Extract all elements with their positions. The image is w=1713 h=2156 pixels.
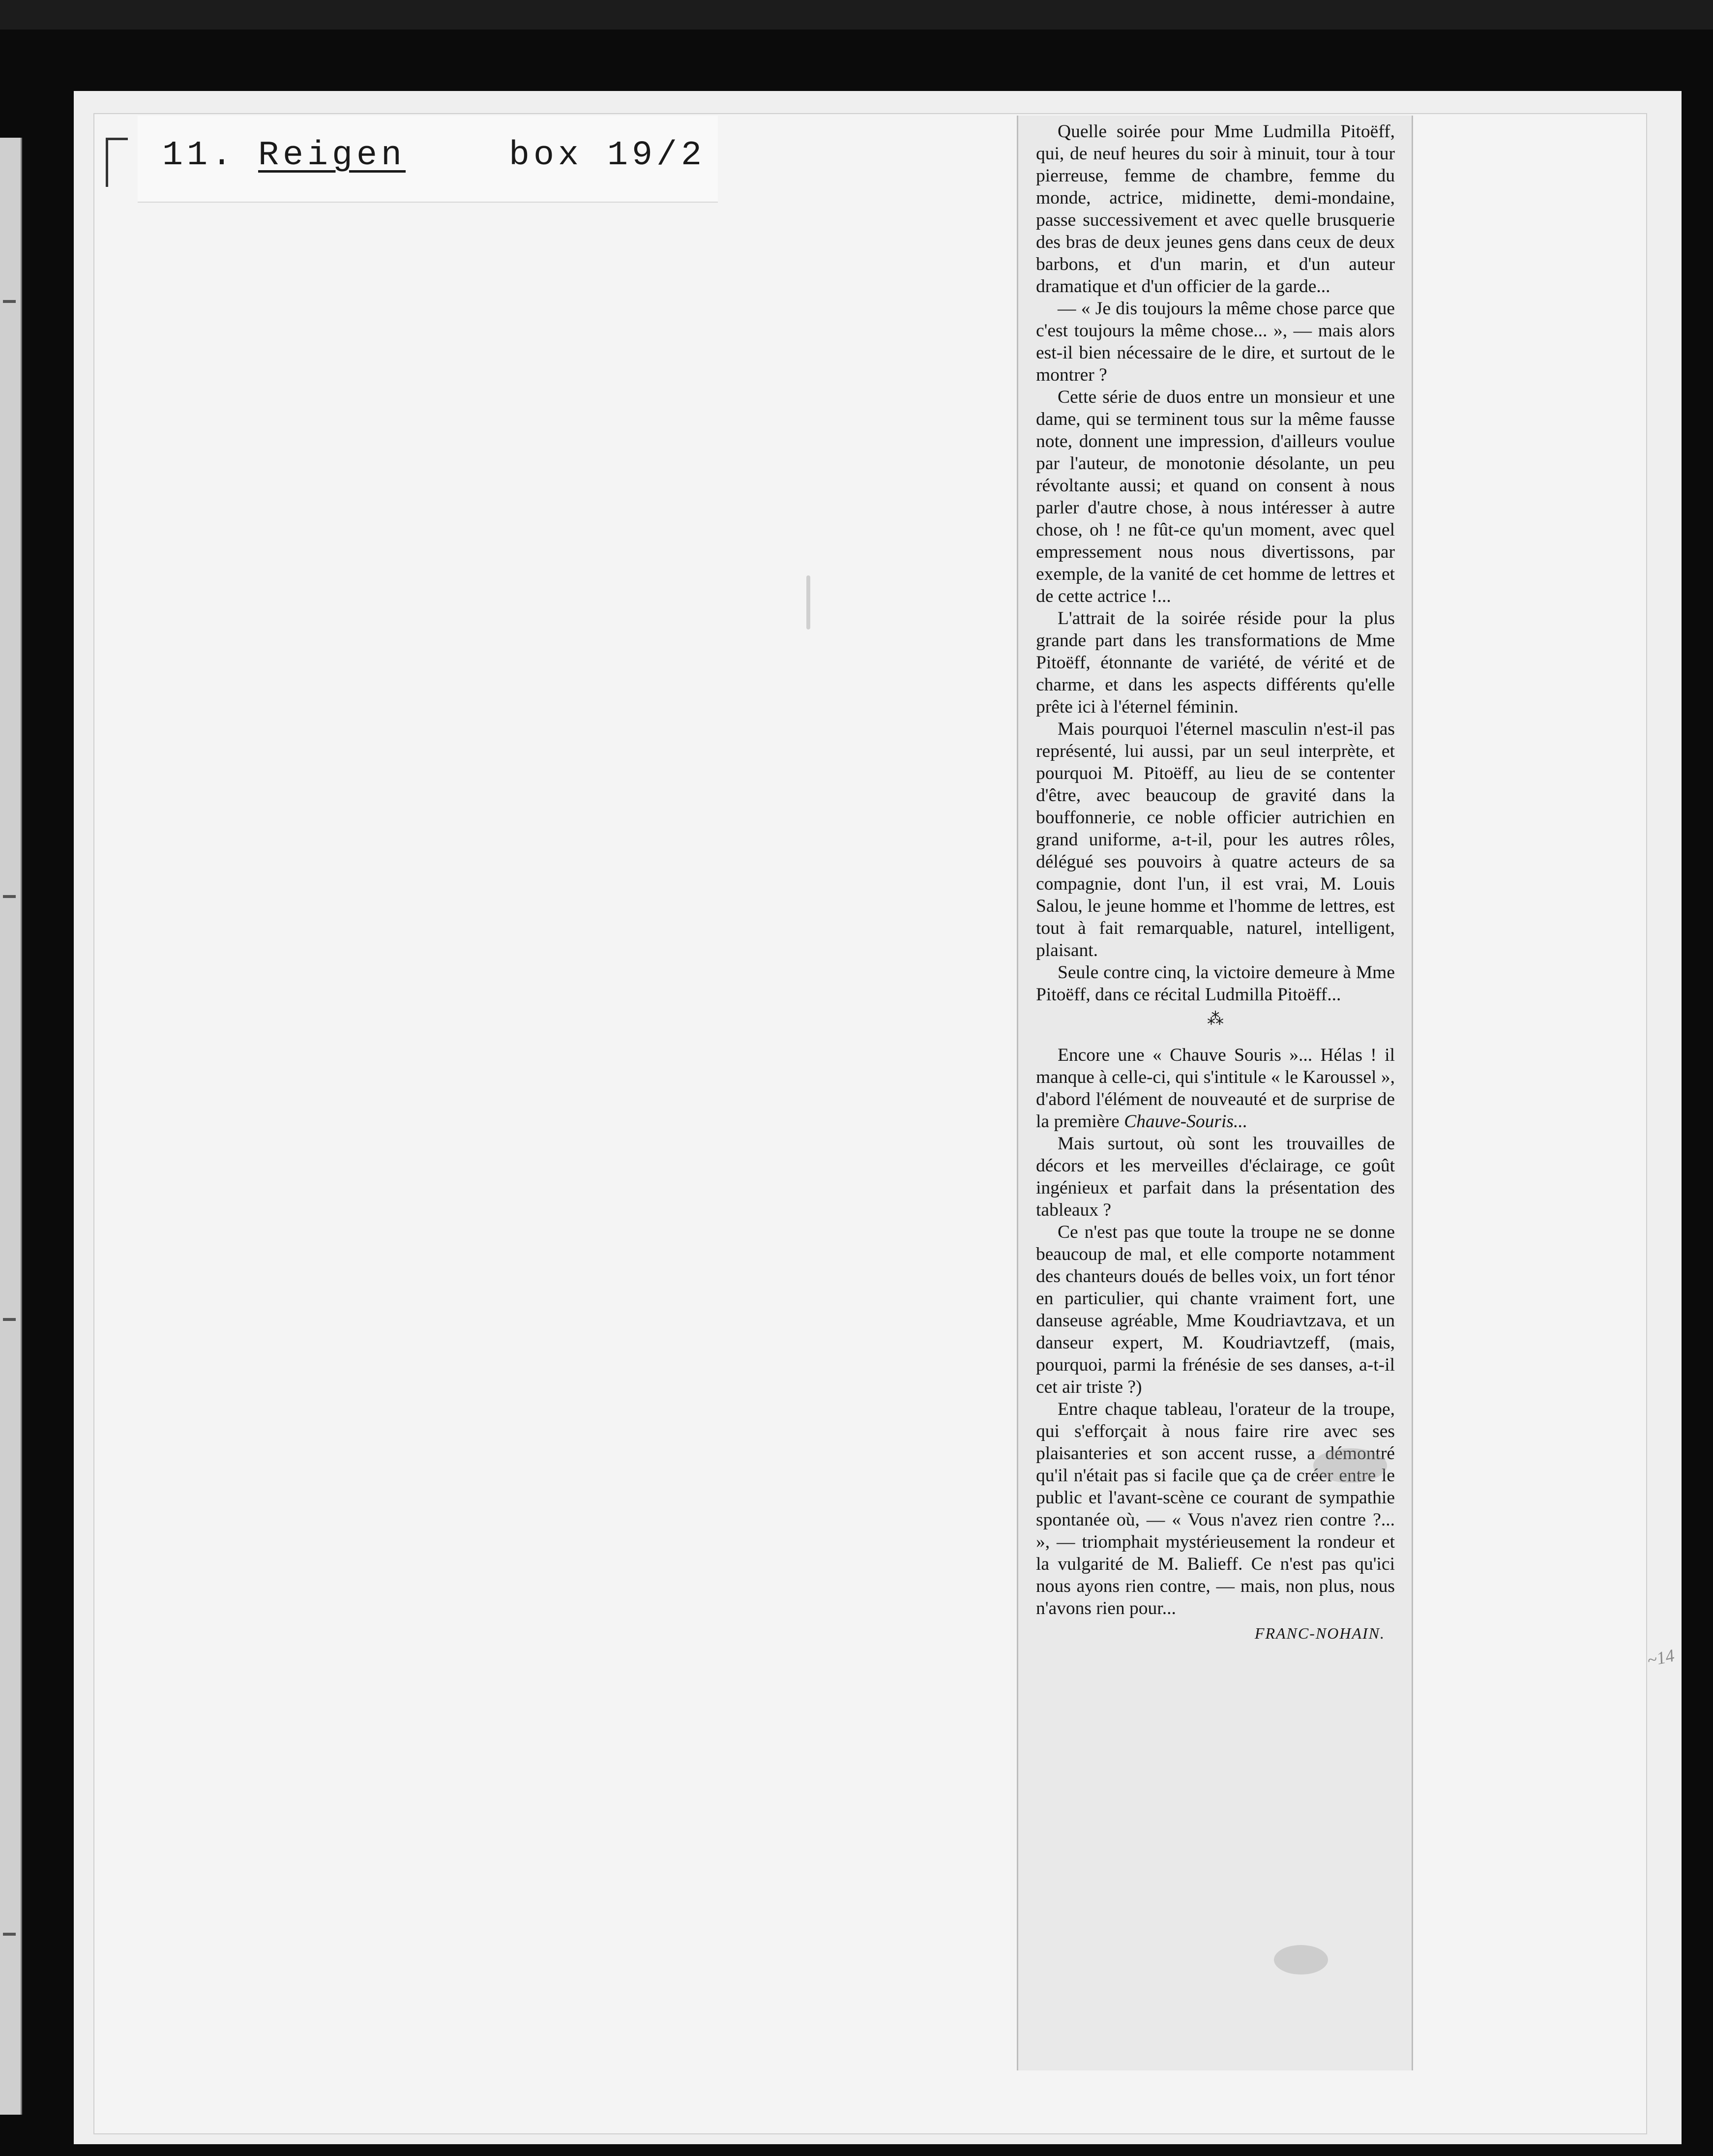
label-box: box 19/2 [509,136,706,175]
article-paragraph: Ce n'est pas que toute la troupe ne se donne beaucoup de mal, et elle comporte notamment des chanteurs doués de belles voix, un fort ténor en particulier, qui chante vraiment fort, une danseuse agréable, Mme Koudriavtzava, et un danseur expert, M. Koudriavtzeff, (mais, pourquoi, parmi la frénésie de ses danses, a-t-il cet air triste ?) [1036,1222,1395,1397]
margin-annotation-mark: ~14 [1645,1645,1677,1671]
typed-label [138,116,718,202]
article-paragraph: Cette série de duos entre un monsieur et une dame, qui se terminent tous sur la même fausse note, donnent une impression, d'ailleurs voulue par l'auteur, de monotonie désolante, un peu révoltante aussi; et quand on consent à nous parler d'autre chose, à nous intéresser à autre chose, oh ! ne fût-ce qu'un moment, avec quel empressement nous nous divertissons, par exemple, de la vanité de cet homme de lettres et de cette actrice !... [1036,387,1395,606]
article-paragraph: Quelle soirée pour Mme Ludmilla Pitoëff, qui, de neuf heures du soir à minuit, tour à tour pierreuse, femme de chambre, femme du monde, actrice, midinette, demi-mondaine, passe successivement et avec quelle brusquerie des bras de deux jeunes gens dans ceux de deux barbons, et d'un marin, et d'un auteur dramatique et d'un officier de la garde... [1036,121,1395,297]
article-text: Encore une « Chauve Souris »... Hélas ! il manque à celle-ci, qui s'intitule « le Karoussel », d'abord l'élément de nouveauté et de surprise de la première [1036,1045,1395,1132]
article-paragraph: Mais surtout, où sont les trouvailles de décors et les merveilles d'éclairage, ce goût ingénieux et parfait dans la présentation des tableaux ? [1036,1134,1395,1220]
ink-smudge [1274,1945,1328,1975]
clipping-text [1036,120,1395,1645]
article-paragraph: L'attrait de la soirée réside pour la plus grande part dans les transformations de Mme Pitoëff, étonnante de variété, de vérité et de charme, et dans les aspects différents qu'elle prête ici à l'éternel féminin. [1036,608,1395,717]
sheet-edge-mark [3,1933,16,1936]
pencil-mark [806,575,810,629]
corner-bracket [106,138,128,187]
article-paragraph: Mais pourquoi l'éternel masculin n'est-il pas représenté, lui aussi, par un seul interprète, et pourquoi M. Pitoëff, au lieu de se contenter d'être, avec beaucoup de gravité dans la bouffonnerie, ce noble officier autrichien en grand uniforme, a-t-il, pour les autres rôles, délégué ses pouvoirs à quatre acteurs de sa compagnie, dont l'un, il est vrai, M. Louis Salou, le jeune homme et l'homme de lettres, est tout à fait remarquable, naturel, intelligent, plaisant. [1036,719,1395,960]
article-paragraph: — « Je dis toujours la même chose parce que c'est toujours la même chose... », — mais alors est-il bien nécessaire de le dire, et surtout de le montrer ? [1036,299,1395,385]
article-italic-title: Chauve-Souris... [1124,1111,1248,1132]
adjacent-sheet-edge [0,138,22,2115]
sheet-edge-mark [3,300,16,303]
label-number: 11. [162,136,236,175]
author-signature: FRANC-NOHAIN. [1254,1624,1385,1642]
article-paragraph: Entre chaque tableau, l'orateur de la troupe, qui s'efforçait à nous faire rire avec ses plaisanteries et son accent russe, a démontré qu'il n'était pas si facile que ça de créer entre le public et l'avant-scène ce courant de sympathie spontanée où, — « Vous n'avez rien contre ?... », — triomphait mystérieusement la rondeur et la vulgarité de M. Balieff. Ce n'est pas qu'ici nous ayons rien contre, — mais, non plus, nous n'avons rien pour... [1036,1399,1395,1618]
section-separator: ⁂ [1207,1010,1224,1028]
ink-smudge [1313,1448,1387,1483]
sheet-edge-mark [3,1318,16,1321]
scanner-top-band [0,0,1713,30]
article-paragraph: Seule contre cinq, la victoire demeure à Mme Pitoëff, dans ce récital Ludmilla Pitoëff... [1036,962,1395,1005]
archive-page [93,113,1677,2134]
article-paragraph [1036,1044,1395,1133]
sheet-edge-mark [3,895,16,898]
newspaper-clipping [1017,116,1413,2070]
label-title: Reigen [258,136,406,175]
